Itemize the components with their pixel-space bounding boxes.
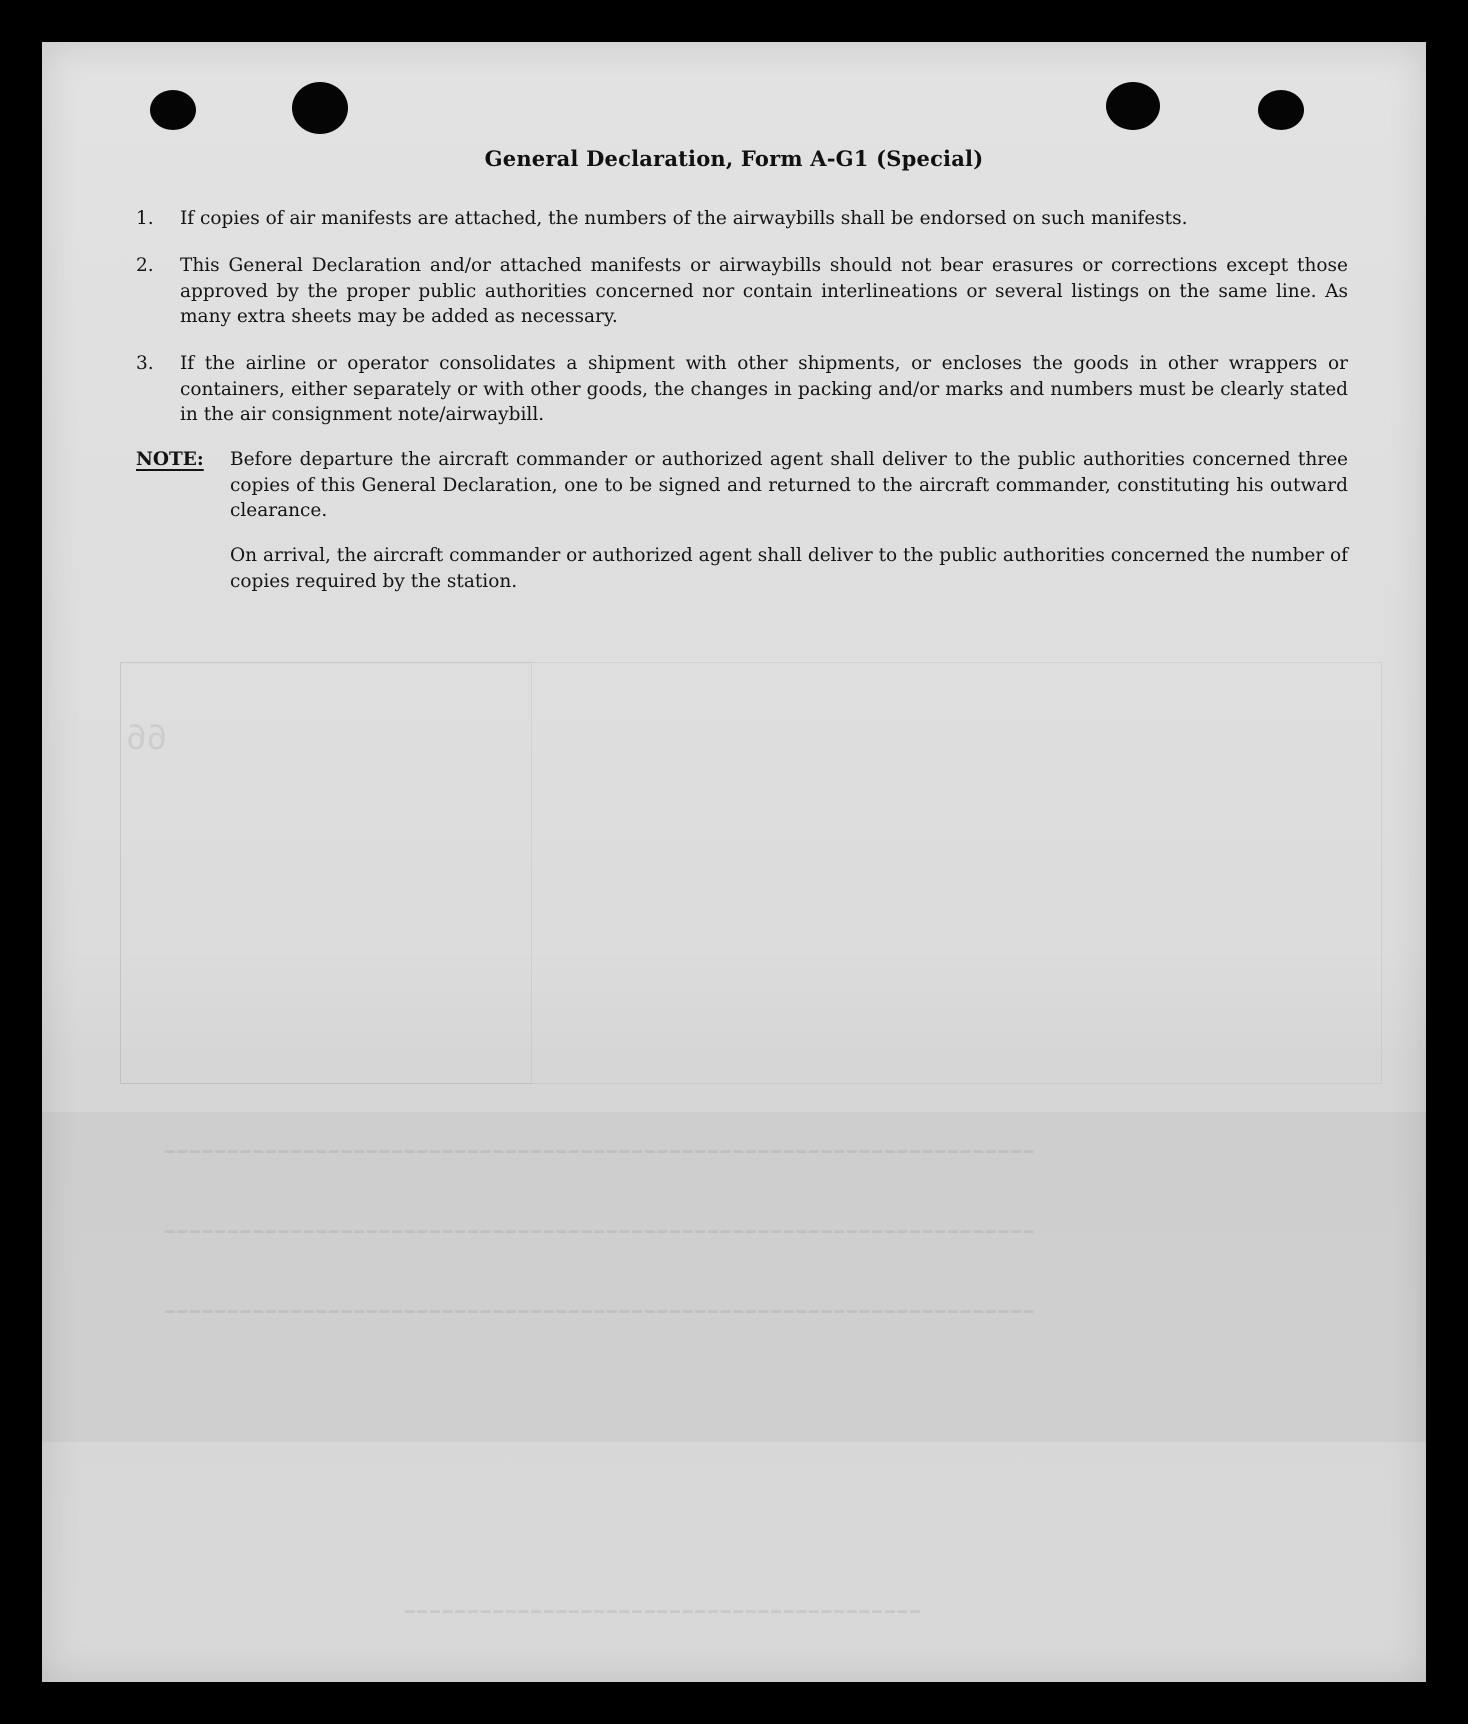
show-through-mark: 66 [126, 718, 167, 758]
punch-hole [292, 82, 348, 134]
document-title: General Declaration, Form A-G1 (Special) [484, 146, 984, 171]
item-text: If copies of air manifests are attached, the numbers of the airwaybills shall be endorsed on such manifests. [180, 208, 1188, 229]
instruction-item [136, 351, 1392, 428]
show-through-line: ━━━━━━━━━━━━━━━━━━━━━━━━━━━━━━━━━━━━━━━━━━━━━━━━━━━━━━━━━━━━━━━━━━━━━ [162, 1302, 1034, 1321]
note-arrival-text: On arrival, the aircraft commander or authorized agent shall deliver to the public authorities concerned the number of copies required by the station. [230, 545, 1348, 592]
instruction-item [136, 206, 1392, 232]
show-through-line: ━━━━━━━━━━━━━━━━━━━━━━━━━━━━━━━━━━━━━━━━━━━━━━━━━━━━━━━━━━━━━━━━━━━━━ [162, 1142, 1034, 1161]
punch-hole [1106, 82, 1160, 130]
note-block [136, 447, 1392, 524]
show-through-box [120, 662, 532, 1084]
punch-hole [150, 90, 196, 130]
item-number: 1. [136, 208, 154, 229]
punch-hole [1258, 90, 1304, 130]
note-label: NOTE: [136, 449, 204, 470]
paper-sheet [42, 42, 1426, 1682]
show-through-band [42, 1112, 1426, 1442]
note-text: Before departure the aircraft commander or authorized agent shall deliver to the public authorities concerned three copies of this General Declaration, one to be signed and returned to the aircraft commander, constituting his outward clearance. [230, 449, 1348, 521]
item-number: 3. [136, 353, 154, 374]
instruction-item [136, 253, 1392, 330]
show-through-line: ━━━━━━━━━━━━━━━━━━━━━━━━━━━━━━━━━━━━━━━━━━━━━━━━━━━━━━━━━━━━━━━━━━━━━ [162, 1222, 1034, 1241]
show-through-line: ━━━━━━━━━━━━━━━━━━━━━━━━━━━━━━━━━━━━━━━━━ [402, 1602, 920, 1621]
item-number: 2. [136, 255, 154, 276]
item-text: If the airline or operator consolidates a shipment with other shipments, or encloses the goods in other wrappers or containers, either separately or with other goods, the changes in packing and/or marks and numbers must be clearly stated in the air consignment note/airwaybill. [180, 353, 1348, 425]
item-text: This General Declaration and/or attached manifests or airwaybills should not bear erasures or corrections except those approved by the proper public authorities concerned nor contain interlineations or several listings on the same line. As many extra sheets may be added as necessary. [180, 255, 1348, 327]
